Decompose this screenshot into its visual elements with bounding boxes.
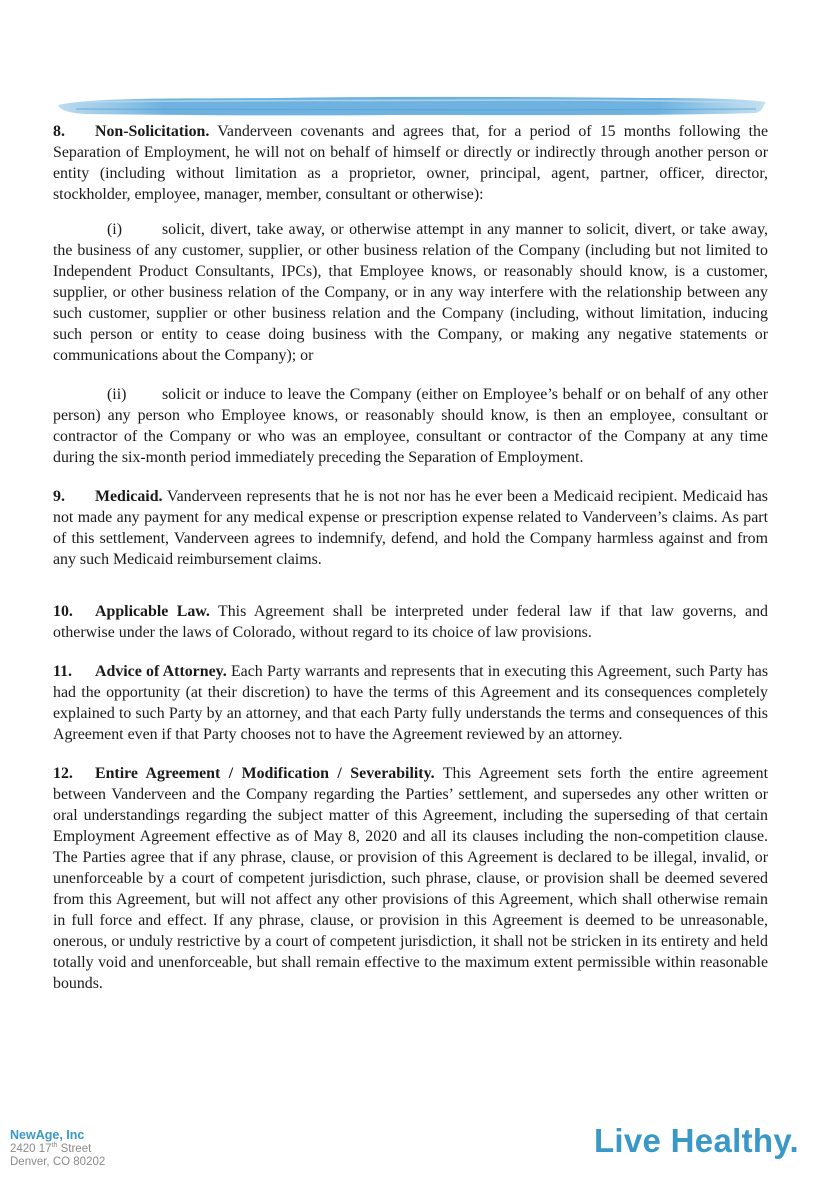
section-title: Non-Solicitation. — [95, 123, 210, 140]
section-8 — [53, 121, 768, 205]
section-9 — [53, 486, 768, 570]
company-name: NewAge, Inc — [10, 1128, 85, 1142]
section-10 — [53, 601, 768, 643]
section-text: Vanderveen covenants and agrees that, for a period of 15 months following the Separation of Employment, he will not on behalf of himself or directly or indirectly through another person or entity (including without limitation as a proprietor, owner, principal, agent, partner, officer, director, stockholder, employee, manager, member, consultant or otherwise): — [53, 123, 769, 203]
subclause-label: (ii) — [107, 386, 127, 403]
subclause-text: solicit, divert, take away, or otherwise attempt in any manner to solicit, divert, or take away, the business of any customer, supplier, or other business relation of the Company (including but not limited to Independent Product Consultants, IPCs), that Employee knows, or reasonably should know, is a customer, supplier, or other business relation of the Company, or in any way interfere with the relationship between any such customer, supplier or other business relation and the Company (including, without limitation, inducing such person or entity to cease doing business with the Company, or making any negative statements or communications about the Company); or — [53, 221, 768, 364]
agreement-body — [53, 121, 768, 994]
section-number: 11. — [53, 663, 72, 680]
section-title: Medicaid. — [95, 488, 163, 505]
section-number: 8. — [53, 123, 65, 140]
street-address — [10, 1143, 105, 1157]
section-text: Each Party warrants and represents that in executing this Agreement, such Party has had the opportunity (at their discretion) to have the terms of this Agreement and its consequences completely explained to such Party by an attorney, and that each Party fully understands the terms and consequences of this Agreement even if that Party chooses not to have the Agreement reviewed by an attorney. — [53, 663, 769, 743]
section-number: 12. — [53, 765, 73, 782]
company-address-block — [10, 1129, 105, 1170]
section-title: Applicable Law. — [95, 603, 210, 620]
street-number: 2420 17 — [10, 1142, 52, 1155]
subclause-i — [53, 219, 768, 366]
section-text: Vanderveen represents that he is not nor has he ever been a Medicaid recipient. Medicaid has not made any payment for any medical expense or prescription expense related to Vanderveen’s claims. As part of this settlement, Vanderveen agrees to indemnify, defend, and hold the Company harmless against and from any such Medicaid reimbursement claims. — [53, 488, 768, 568]
section-number: 10. — [53, 603, 73, 620]
brand-slogan: Live Healthy. — [593, 1122, 799, 1159]
subclause-label: (i) — [107, 221, 122, 238]
section-text: This Agreement sets forth the entire agreement between Vanderveen and the Company regarding the Parties’ settlement, and supersedes any other written or oral understandings regarding the subject matter of this Agreement, including the superseding of that certain Employment Agreement effective as of May 8, 2020 and all its clauses including the non-competition clause. The Parties agree that if any phrase, clause, or provision of this Agreement is declared to be illegal, invalid, or unenforceable by a court of competent jurisdiction, such phrase, clause, or provision shall be deemed severed from this Agreement, but will not affect any other provisions of this Agreement, which shall otherwise remain in full force and effect. If any phrase, clause, or provision in this Agreement is deemed to be unreasonable, onerous, or unduly restrictive by a court of competent jurisdiction, it shall not be stricken in its entirety and held totally void and unenforceable, but shall remain effective to the maximum extent permissible within reasonable bounds. — [53, 765, 768, 992]
subclause-text: solicit or induce to leave the Company (either on Employee’s behalf or on behalf of any other person) any person who Employee knows, or reasonably should know, is then an employee, consultant or contractor of the Company or who was an employee, consultant or contractor of the Company at any time during the six-month period immediately preceding the Separation of Employment. — [53, 386, 768, 466]
street-ordinal: th — [51, 1141, 58, 1149]
street-name: Street — [57, 1142, 92, 1155]
subclause-ii — [53, 384, 768, 468]
section-number: 9. — [53, 488, 65, 505]
city-line: Denver, CO 80202 — [10, 1156, 106, 1168]
section-text: This Agreement shall be interpreted under federal law if that law governs, and otherwise under the laws of Colorado, without regard to its choice of law provisions. — [53, 603, 769, 641]
section-11 — [53, 661, 768, 745]
section-12 — [53, 763, 768, 994]
section-title: Advice of Attorney. — [95, 663, 227, 680]
section-title: Entire Agreement / Modification / Severability. — [95, 765, 435, 782]
header-brush-stroke — [56, 93, 768, 119]
